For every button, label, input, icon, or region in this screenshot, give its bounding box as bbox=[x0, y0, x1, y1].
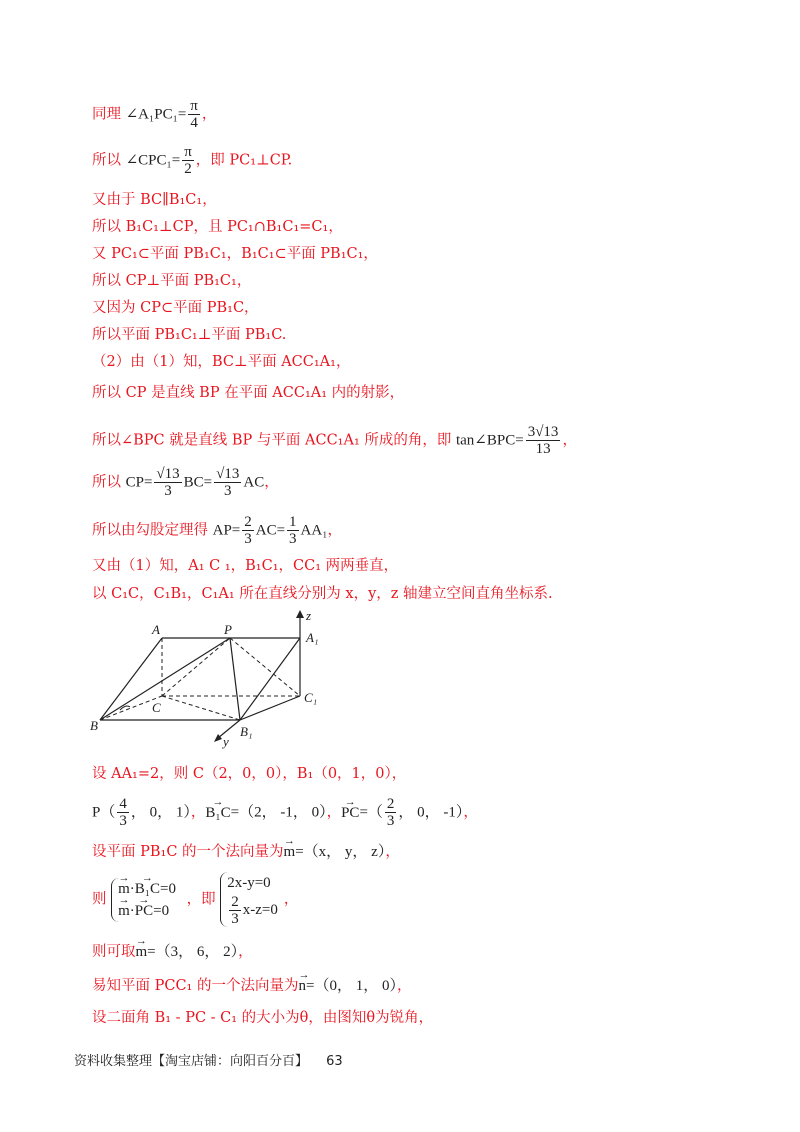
page-footer bbox=[74, 1050, 343, 1069]
line-14: 又由（1）知，A₁ C ₁，B₁C₁，CC₁ 两两垂直， bbox=[92, 558, 399, 574]
math: AC= bbox=[255, 522, 286, 539]
numerator: 2 bbox=[231, 894, 239, 910]
eq-row bbox=[118, 900, 176, 922]
vector: → B₁C bbox=[205, 803, 230, 823]
numerator: √13 bbox=[156, 466, 180, 482]
line-18 bbox=[92, 842, 400, 862]
denominator: 3 bbox=[164, 483, 172, 499]
text: 同理 bbox=[92, 106, 121, 123]
dot: · bbox=[129, 880, 135, 897]
math: =（x， y， z） bbox=[295, 844, 386, 860]
label-z: z bbox=[306, 608, 312, 623]
fraction bbox=[242, 514, 254, 547]
text: ， bbox=[463, 804, 478, 821]
label-B: B bbox=[90, 718, 98, 733]
label-y: y bbox=[223, 734, 229, 749]
line-22: 设二面角 B₁ - PC - C₁ 的大小为θ，由图知θ为锐角， bbox=[92, 1010, 434, 1026]
dot: · bbox=[129, 902, 135, 919]
text: ， bbox=[562, 432, 577, 449]
line-17 bbox=[92, 796, 478, 829]
denominator: 2 bbox=[184, 161, 192, 177]
text: ， bbox=[190, 804, 206, 821]
math: ， 0， -1） bbox=[398, 804, 464, 821]
label-C: C bbox=[152, 700, 161, 715]
numerator: π bbox=[190, 98, 198, 114]
fraction bbox=[182, 144, 194, 177]
math: =（2， -1， 0） bbox=[230, 804, 327, 821]
line-12 bbox=[92, 466, 279, 499]
fraction bbox=[385, 796, 397, 829]
line-10: 所以 CP 是直线 BP 在平面 ACC₁A₁ 内的射影， bbox=[92, 385, 405, 401]
denominator: 3 bbox=[231, 911, 239, 927]
vector: → n bbox=[298, 976, 306, 996]
line-1 bbox=[92, 98, 216, 131]
text: 易知平面 PCC₁ 的一个法向量为 bbox=[92, 978, 299, 994]
text: ， bbox=[396, 978, 412, 994]
text: 设平面 PB₁C 的一个法向量为 bbox=[92, 844, 284, 860]
vector: → m bbox=[136, 942, 148, 962]
equation-system-2 bbox=[220, 872, 278, 927]
denominator: 3 bbox=[386, 813, 395, 829]
label-A1: A₁ bbox=[306, 630, 319, 645]
vector: → m bbox=[118, 878, 130, 900]
text: ， bbox=[264, 474, 279, 491]
math: =（0， 1， 0） bbox=[305, 978, 397, 994]
footer-text: 资料收集整理【淘宝店铺：向阳百分百】 bbox=[74, 1054, 309, 1069]
vector: → m bbox=[284, 842, 296, 862]
denominator: 4 bbox=[190, 115, 198, 131]
line-7: 又因为 CP⊂平面 PB₁C， bbox=[92, 300, 259, 316]
line-5: 又 PC₁⊂平面 PB₁C₁，B₁C₁⊂平面 PB₁C₁， bbox=[92, 246, 378, 262]
label-A: A bbox=[152, 622, 160, 637]
fraction bbox=[214, 466, 241, 499]
text: 所以由勾股定理得 bbox=[92, 522, 208, 539]
label-P: P bbox=[224, 622, 232, 637]
numerator: 2 bbox=[386, 796, 395, 812]
vector: → PC bbox=[135, 900, 153, 922]
denominator: 3 bbox=[244, 531, 252, 547]
numerator: π bbox=[184, 144, 192, 160]
fraction bbox=[526, 424, 561, 457]
math: AA₁ bbox=[300, 522, 328, 539]
line-19 bbox=[92, 872, 298, 927]
geometry-figure bbox=[90, 608, 330, 756]
math: ∠A₁PC₁= bbox=[125, 106, 187, 123]
page-number: 63 bbox=[326, 1054, 343, 1069]
equation-system-1 bbox=[111, 878, 176, 922]
math: ∠CPC₁= bbox=[125, 152, 181, 169]
math: P（ bbox=[92, 804, 116, 821]
numerator: 2 bbox=[244, 514, 252, 530]
text: 则可取 bbox=[92, 944, 136, 960]
fraction bbox=[287, 514, 299, 547]
text: ， bbox=[238, 944, 253, 960]
denominator: 3 bbox=[119, 813, 127, 829]
math: =0 bbox=[160, 880, 176, 897]
denominator: 13 bbox=[535, 441, 551, 457]
line-11 bbox=[92, 424, 577, 457]
text: 则 bbox=[92, 891, 107, 908]
math: AP= bbox=[212, 522, 241, 539]
line-20 bbox=[92, 942, 253, 962]
text: ， bbox=[201, 106, 217, 123]
numerator: √13 bbox=[216, 466, 240, 482]
text: 所以 bbox=[92, 152, 121, 169]
math: =（ bbox=[359, 804, 383, 821]
numerator: 1 bbox=[289, 514, 297, 530]
line-2 bbox=[92, 144, 292, 177]
math: CP= bbox=[125, 474, 153, 491]
text: ， bbox=[283, 891, 299, 908]
vector: → PC bbox=[341, 803, 359, 823]
eq-row: 2x-y=0 bbox=[227, 875, 271, 891]
denominator: 3 bbox=[224, 483, 232, 499]
numerator: 4 bbox=[119, 796, 127, 812]
text: ， bbox=[385, 844, 400, 860]
text: 所以 bbox=[92, 474, 121, 491]
text: 所以∠BPC 就是直线 BP 与平面 ACC₁A₁ 所成的角，即 bbox=[92, 432, 452, 449]
label-C1: C₁ bbox=[304, 690, 318, 705]
line-4: 所以 B₁C₁⊥CP，且 PC₁∩B₁C₁=C₁， bbox=[92, 219, 343, 235]
line-6: 所以 CP⊥平面 PB₁C₁， bbox=[92, 273, 252, 289]
fraction bbox=[188, 98, 200, 131]
vector: → m bbox=[118, 900, 130, 922]
text: ，即 PC₁⊥CP. bbox=[195, 152, 293, 169]
fraction bbox=[229, 894, 241, 927]
math: tan∠BPC= bbox=[455, 432, 524, 449]
denominator: 3 bbox=[289, 531, 297, 547]
text: ， bbox=[326, 804, 342, 821]
math: BC= bbox=[183, 474, 213, 491]
fraction bbox=[154, 466, 181, 499]
text: ， bbox=[327, 522, 342, 539]
line-3: 又由于 BC∥B₁C₁， bbox=[92, 192, 217, 208]
vector: → B₁C bbox=[135, 878, 160, 900]
line-9: （2）由（1）知，BC⊥平面 ACC₁A₁， bbox=[92, 354, 351, 370]
math: =0 bbox=[153, 902, 170, 919]
fraction bbox=[117, 796, 129, 829]
line-15: 以 C₁C，C₁B₁，C₁A₁ 所在直线分别为 x，y，z 轴建立空间直角坐标系. bbox=[92, 586, 553, 602]
numerator: 3√13 bbox=[527, 424, 559, 440]
label-B1: B₁ bbox=[240, 724, 253, 739]
math: x-z=0 bbox=[242, 901, 278, 918]
eq-row bbox=[227, 894, 278, 927]
math: =（3， 6， 2） bbox=[147, 944, 239, 960]
line-13 bbox=[92, 514, 342, 547]
math: ， 0， 1） bbox=[130, 804, 191, 821]
line-8: 所以平面 PB₁C₁⊥平面 PB₁C. bbox=[92, 327, 287, 343]
math: AC bbox=[243, 474, 265, 491]
line-21 bbox=[92, 976, 411, 996]
text: ，即 bbox=[186, 891, 216, 908]
line-16: 设 AA₁=2，则 C（2，0，0），B₁（0，1，0）， bbox=[92, 766, 407, 782]
